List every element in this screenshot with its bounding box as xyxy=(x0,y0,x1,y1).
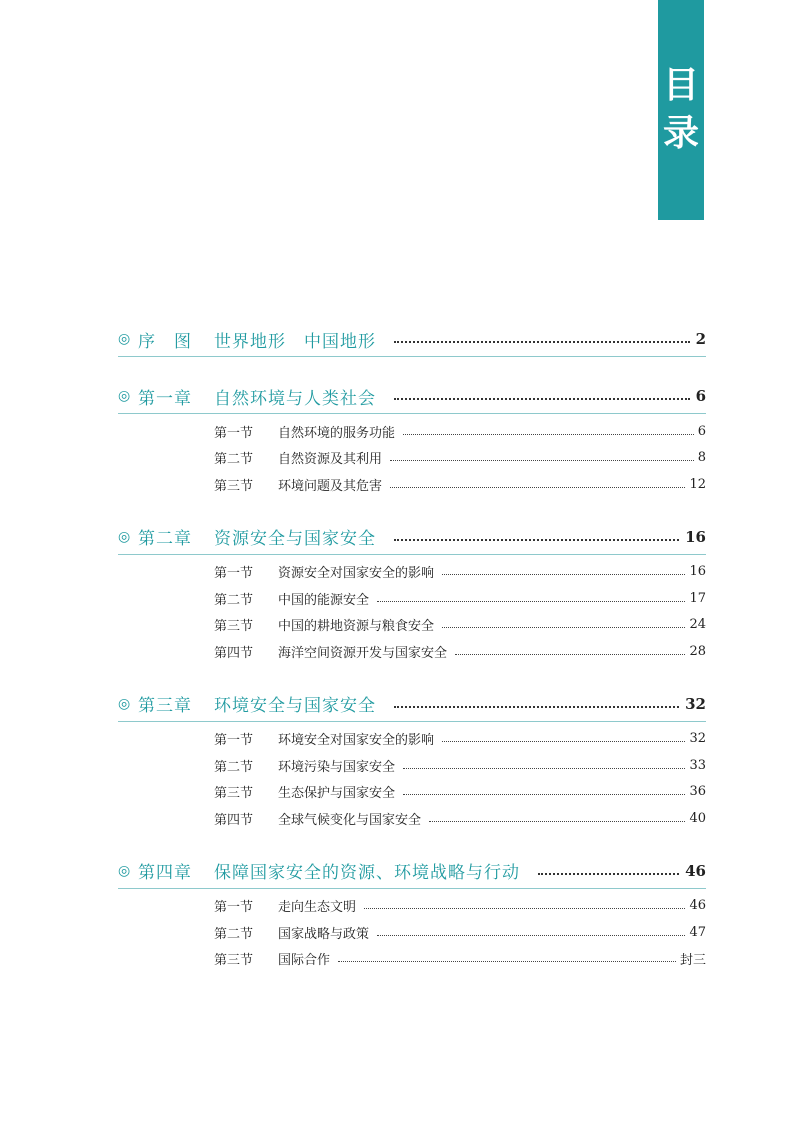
chapter-number: 第四章 xyxy=(138,863,192,883)
section-title: 全球气候变化与国家安全 xyxy=(278,812,422,828)
section-number: 第一节 xyxy=(214,566,254,582)
chapter-mark: ◎ xyxy=(118,862,131,879)
dot-leader xyxy=(338,961,676,962)
toc-section-entry[interactable] xyxy=(118,779,706,806)
chapter-title: 世界地形 中国地形 xyxy=(214,331,376,352)
section-number: 第一节 xyxy=(214,900,254,916)
section-title: 走向生态文明 xyxy=(278,900,357,916)
section-number: 第二节 xyxy=(214,452,254,468)
chapter-mark: ◎ xyxy=(118,528,131,545)
dot-leader xyxy=(403,434,694,435)
section-page-number: 40 xyxy=(689,810,706,826)
toc-chapter-entry[interactable] xyxy=(118,322,706,357)
dot-leader xyxy=(538,873,679,875)
section-page-number: 36 xyxy=(689,784,706,800)
toc-chapter-entry[interactable] xyxy=(118,687,706,722)
section-page-number: 16 xyxy=(689,564,706,580)
dot-leader xyxy=(403,768,685,769)
chapter-title: 保障国家安全的资源、环境战略与行动 xyxy=(214,863,520,883)
section-number: 第三节 xyxy=(214,953,254,969)
chapter-mark: ◎ xyxy=(118,695,131,712)
toc-chapter-entry[interactable] xyxy=(118,854,706,889)
dot-leader xyxy=(377,935,685,936)
dot-leader xyxy=(442,741,685,742)
chapter-mark: ◎ xyxy=(118,388,131,404)
chapter-page-number: 2 xyxy=(695,330,706,348)
chapter-page-number: 6 xyxy=(695,387,706,405)
chapter-page-number: 16 xyxy=(685,527,706,546)
toc-section-entry[interactable] xyxy=(118,418,706,445)
dot-leader xyxy=(442,627,685,628)
dot-leader xyxy=(442,574,685,575)
section-title: 自然环境的服务功能 xyxy=(278,425,396,441)
toc-chapter-entry[interactable] xyxy=(118,520,706,555)
toc-section-entry[interactable] xyxy=(118,893,706,920)
toc-section-entry[interactable] xyxy=(118,585,706,612)
toc-chapter xyxy=(118,379,706,498)
dot-leader xyxy=(429,821,685,822)
toc-section-entry[interactable] xyxy=(118,471,706,498)
section-title: 环境安全对国家安全的影响 xyxy=(278,733,435,749)
toc-title-char-2: 录 xyxy=(662,113,699,154)
chapter-title: 自然环境与人类社会 xyxy=(214,388,376,409)
toc-section-entry[interactable] xyxy=(118,805,706,832)
section-number: 第四节 xyxy=(214,645,254,661)
section-number: 第一节 xyxy=(214,425,254,441)
section-number: 第二节 xyxy=(214,926,254,942)
dot-leader xyxy=(394,539,679,541)
section-page-number: 46 xyxy=(689,898,706,914)
toc-section-entry[interactable] xyxy=(118,946,706,973)
toc-section-entry[interactable] xyxy=(118,919,706,946)
section-title: 国际合作 xyxy=(278,953,331,969)
chapter-number: 第三章 xyxy=(138,696,192,716)
dot-leader xyxy=(394,341,690,343)
toc-section-entry[interactable] xyxy=(118,638,706,665)
section-number: 第三节 xyxy=(214,478,254,494)
section-title: 环境问题及其危害 xyxy=(278,478,383,494)
section-title: 中国的能源安全 xyxy=(278,592,370,608)
section-number: 第三节 xyxy=(214,619,254,635)
section-page-number: 6 xyxy=(697,423,706,439)
chapter-page-number: 32 xyxy=(685,694,706,713)
chapter-page-number: 46 xyxy=(685,861,706,880)
section-title: 生态保护与国家安全 xyxy=(278,786,396,802)
toc-chapter xyxy=(118,520,706,665)
section-page-number: 12 xyxy=(689,476,706,492)
section-title: 资源安全对国家安全的影响 xyxy=(278,566,435,582)
section-page-number: 33 xyxy=(689,757,706,773)
toc-section-entry[interactable] xyxy=(118,752,706,779)
section-page-number: 28 xyxy=(689,643,706,659)
toc-chapter-entry[interactable] xyxy=(118,379,706,414)
toc-section-entry[interactable] xyxy=(118,559,706,586)
toc-section-entry[interactable] xyxy=(118,445,706,472)
dot-leader xyxy=(455,654,685,655)
section-page-number: 17 xyxy=(689,590,706,606)
dot-leader xyxy=(377,601,685,602)
toc-title-tab xyxy=(658,0,704,220)
toc-title-char-1: 目 xyxy=(662,65,699,106)
section-page-number: 24 xyxy=(689,617,706,633)
chapter-mark: ◎ xyxy=(118,331,131,347)
chapter-number: 序 图 xyxy=(138,331,192,352)
section-number: 第三节 xyxy=(214,786,254,802)
section-number: 第一节 xyxy=(214,733,254,749)
section-title: 海洋空间资源开发与国家安全 xyxy=(278,645,448,661)
chapter-title: 资源安全与国家安全 xyxy=(214,529,376,549)
section-number: 第四节 xyxy=(214,812,254,828)
section-page-number: 32 xyxy=(689,731,706,747)
dot-leader xyxy=(390,460,694,461)
section-title: 自然资源及其利用 xyxy=(278,452,383,468)
section-page-number: 8 xyxy=(697,450,706,466)
chapter-number: 第一章 xyxy=(138,388,192,409)
dot-leader xyxy=(403,794,685,795)
toc-chapter xyxy=(118,322,706,357)
section-page-number: 47 xyxy=(689,924,706,940)
dot-leader xyxy=(390,487,685,488)
section-title: 环境污染与国家安全 xyxy=(278,759,396,775)
section-page-number: 封三 xyxy=(679,953,706,969)
table-of-contents xyxy=(118,322,706,994)
toc-section-entry[interactable] xyxy=(118,612,706,639)
dot-leader xyxy=(394,706,679,708)
dot-leader xyxy=(394,398,690,400)
section-title: 国家战略与政策 xyxy=(278,926,370,942)
toc-chapter xyxy=(118,854,706,973)
section-number: 第二节 xyxy=(214,592,254,608)
toc-chapter xyxy=(118,687,706,832)
section-title: 中国的耕地资源与粮食安全 xyxy=(278,619,435,635)
toc-section-entry[interactable] xyxy=(118,726,706,753)
section-number: 第二节 xyxy=(214,759,254,775)
chapter-title: 环境安全与国家安全 xyxy=(214,696,376,716)
chapter-number: 第二章 xyxy=(138,529,192,549)
dot-leader xyxy=(364,908,685,909)
